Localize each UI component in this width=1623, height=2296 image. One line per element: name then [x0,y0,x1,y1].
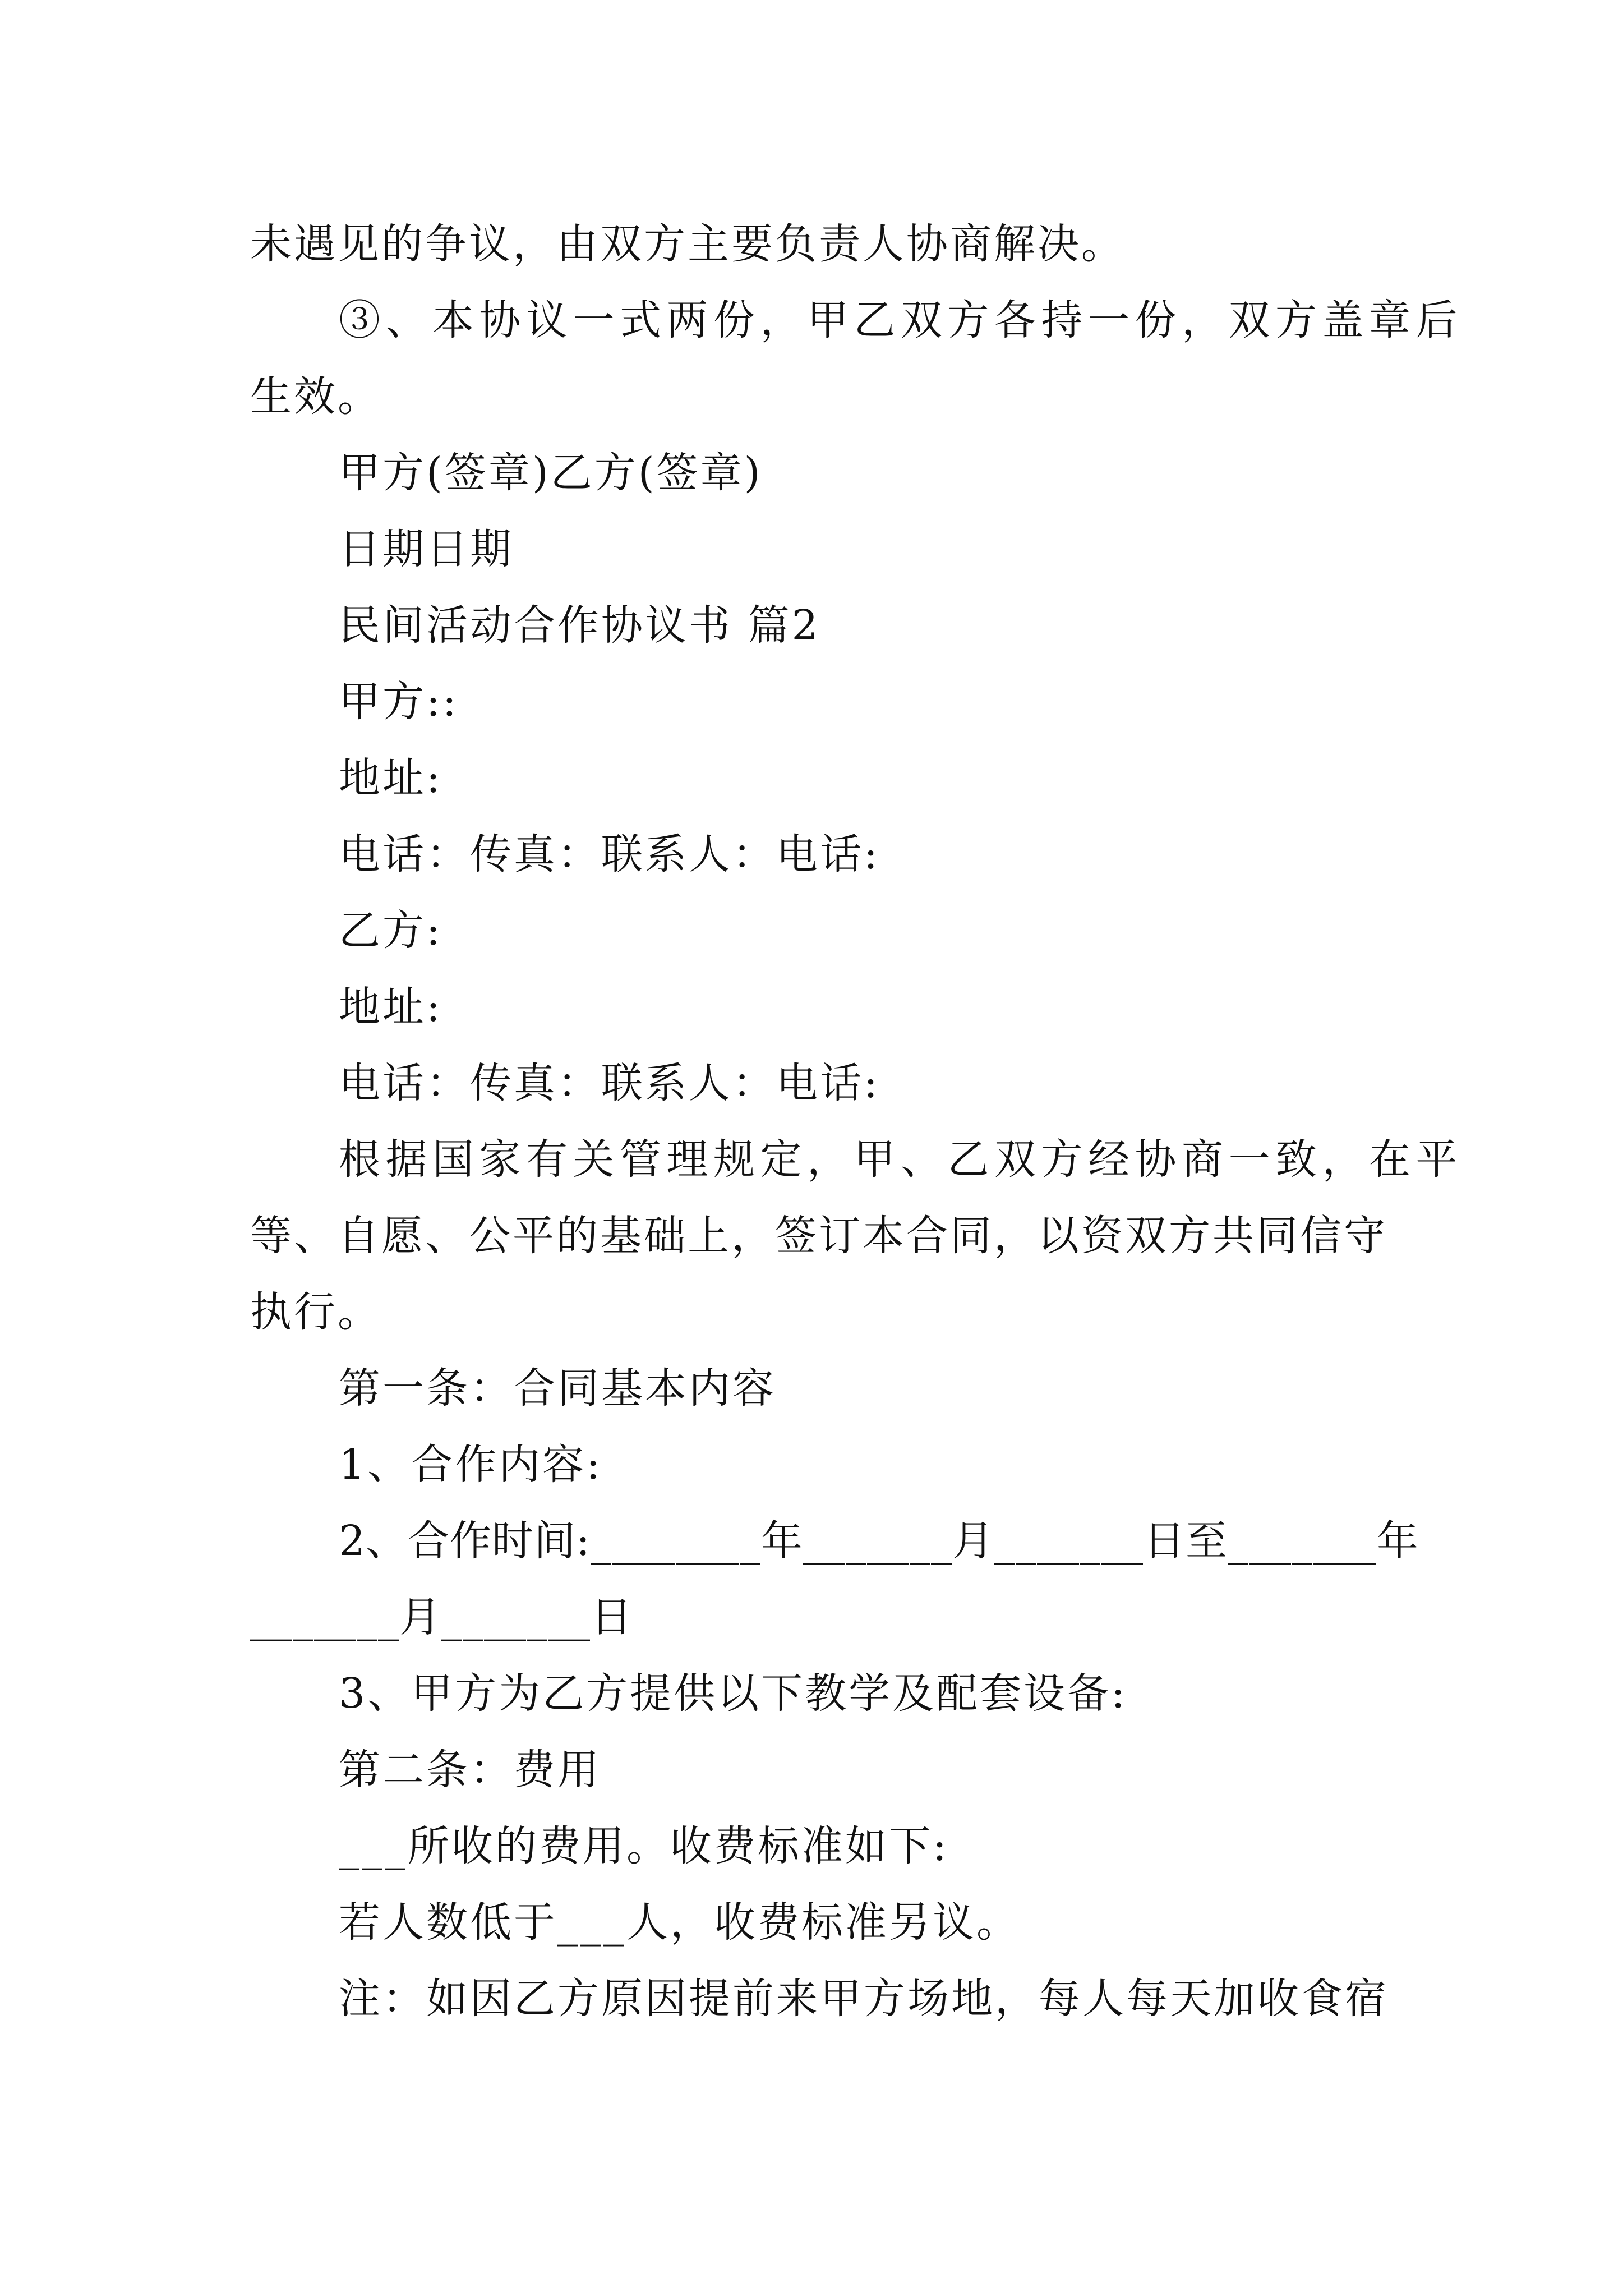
text-line: ___所收的费用。收费标准如下: [339,1822,949,1870]
text-line: 未遇见的争议，由双方主要负责人协商解决。 [250,220,1125,268]
text-line: 注：如因乙方原因提前来甲方场地，每人每天加收食宿 [339,1975,1389,2023]
text-line: 第一条：合同基本内容 [339,1364,776,1412]
text-line: 地址: [339,754,442,802]
text-line: 执行。 [250,1288,381,1336]
text-line: 3、甲方为乙方提供以下教学及配套设备: [339,1669,1128,1718]
text-line: 第二条：费用 [339,1746,601,1794]
text-line: 甲方:: [339,678,459,726]
text-line: 1、合作内容: [339,1441,603,1489]
text-line: 根据国家有关管理规定，甲、乙双方经协商一致，在平 [339,1135,1463,1184]
text-line: 若人数低于___人，收费标准另议。 [339,1898,1020,1947]
section-heading: 民间活动合作协议书 篇2 [339,601,820,650]
text-line: 电话：传真：联系人：电话: [339,830,880,878]
text-line: 电话：传真：联系人：电话: [339,1059,880,1107]
text-line: 日期日期 [339,525,514,573]
text-line: 2、合作时间:________年_______月_______日至_______年 [339,1517,1419,1565]
text-line: 等、自愿、公平的基础上，签订本合同，以资双方共同信守 [250,1212,1387,1260]
text-line: ③、本协议一式两份，甲乙双方各持一份，双方盖章后 [339,296,1463,344]
text-line: 乙方: [339,907,442,955]
text-line: 地址: [339,983,442,1031]
text-line: 甲方(签章)乙方(签章) [339,449,763,497]
text-line: _______月_______日 [250,1593,633,1641]
text-line: 生效。 [250,372,381,421]
